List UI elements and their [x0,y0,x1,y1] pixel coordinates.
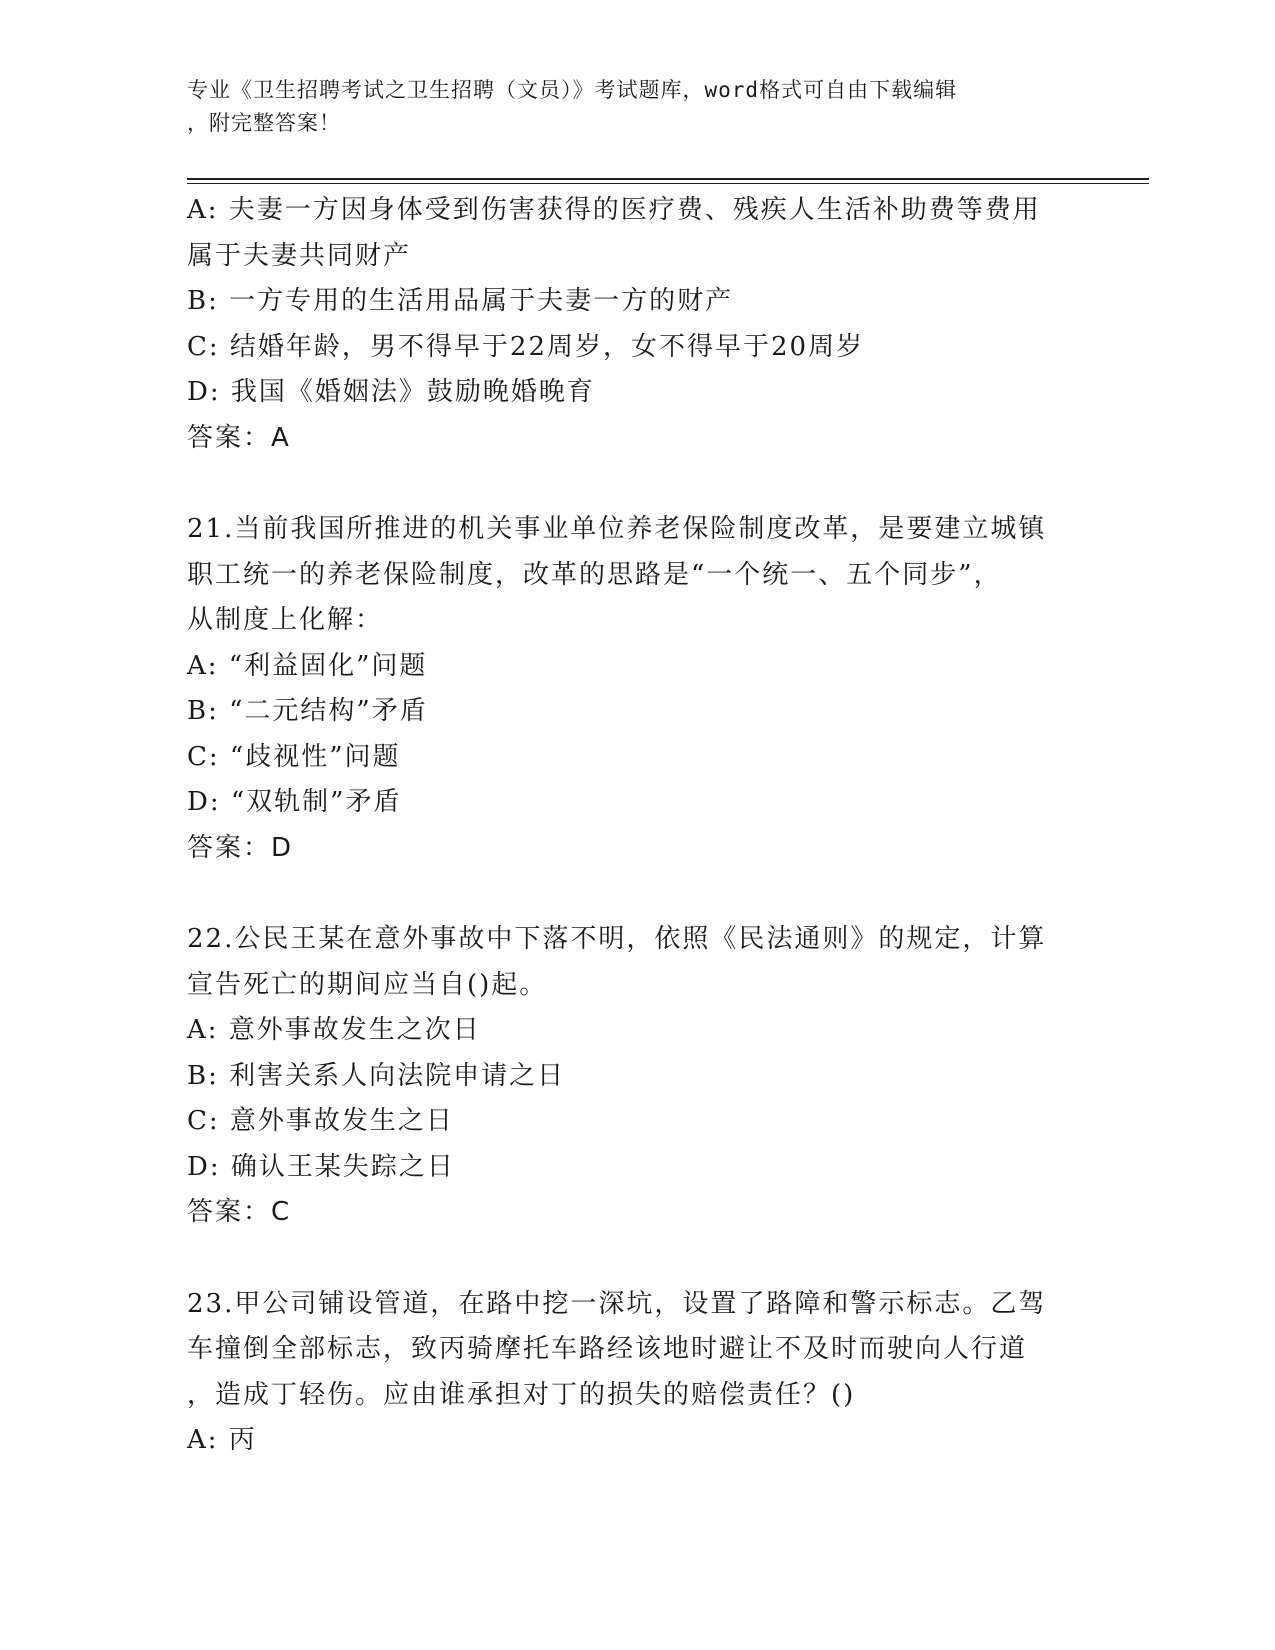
question-23 [187,1282,1087,1464]
answer-line: 答案：D [187,832,294,863]
question-block-previous [187,188,1087,461]
option-d: D: 确认王某失踪之日 [187,1151,455,1182]
option-b: B: “二元结构”矛盾 [187,696,428,726]
option-a: A: 丙 [187,1425,257,1455]
answer-line: 答案：C [187,1197,292,1227]
answer-line: 答案：A [187,422,291,453]
question-stem: 21.当前我国所推进的机关事业单位养老保险制度改革，是要建立城镇 [187,514,1047,544]
question-stem: 23.甲公司铺设管道，在路中挖一深坑，设置了路障和警示标志。乙驾 [187,1288,1047,1319]
option-a: A: 夫妻一方因身体受到伤害获得的医疗费、残疾人生活补助费等费用 [187,195,1041,225]
header-line-2: ，附完整答案！ [187,111,341,135]
option-b: B: 一方专用的生活用品属于夫妻一方的财产 [187,286,734,316]
option-a: A: 意外事故发生之次日 [187,1015,481,1045]
option-d: D: “双轨制”矛盾 [187,787,402,817]
header-divider-thick [187,178,1149,180]
question-stem-continued: 从制度上化解： [187,605,384,635]
header-divider-thin [187,183,1149,184]
question-content [187,188,1087,1464]
question-stem-continued: ，造成丁轻伤。应由谁承担对丁的损失的赔偿责任？() [187,1379,856,1410]
header-line-1: 专业《卫生招聘考试之卫生招聘（文员）》考试题库，word格式可自由下载编辑 [187,78,958,102]
question-21 [187,507,1087,871]
option-b: B: 利害关系人向法院申请之日 [187,1060,566,1091]
question-22 [187,917,1087,1236]
option-c: C: 意外事故发生之日 [187,1106,454,1136]
question-stem-continued: 职工统一的养老保险制度，改革的思路是“一个统一、五个同步”， [187,559,1002,590]
page-header [187,74,1067,140]
option-c: C: “歧视性”问题 [187,741,401,772]
option-a: A: “利益固化”问题 [187,650,428,681]
option-d: D: 我国《婚姻法》鼓励晚婚晚育 [187,377,595,407]
question-stem: 22.公民王某在意外事故中下落不明，依照《民法通则》的规定，计算 [187,924,1047,954]
option-c: C: 结婚年龄，男不得早于22周岁，女不得早于20周岁 [187,331,865,362]
option-a-continued: 属于夫妻共同财产 [187,240,412,271]
question-stem-continued: 宣告死亡的期间应当自()起。 [187,969,548,1000]
question-stem-continued: 车撞倒全部标志，致丙骑摩托车路经该地时避让不及时而驶向人行道 [187,1334,1028,1364]
